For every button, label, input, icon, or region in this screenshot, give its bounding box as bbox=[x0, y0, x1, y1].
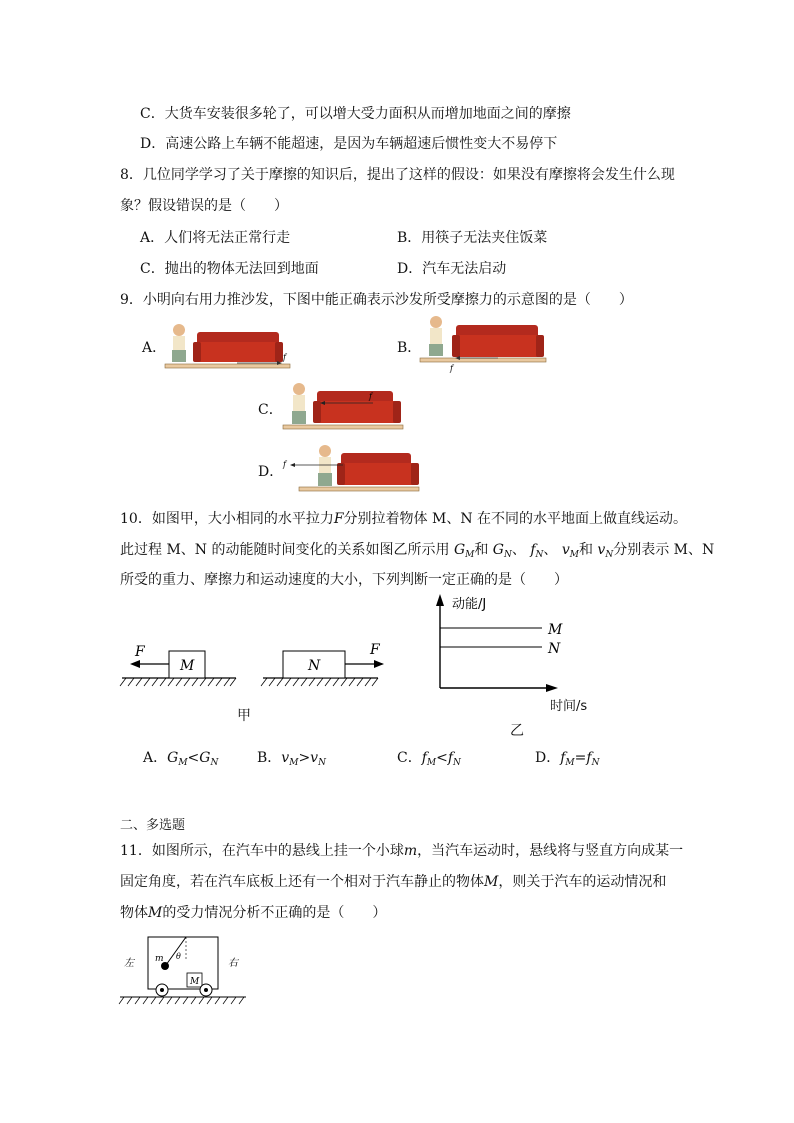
q8-stem-line2: 象？假设错误的是（ ） bbox=[120, 198, 288, 214]
q10-option-b: B．$v_M>v_N$ bbox=[257, 750, 326, 768]
left-label: 左 bbox=[124, 958, 134, 969]
q11-stem-line1: 11．如图所示，在汽车中的悬线上挂一个小球m，当汽车运动时，悬线将与竖直方向成某一 bbox=[120, 843, 684, 859]
q9-figure-d bbox=[283, 445, 421, 495]
box-m-label: M bbox=[180, 658, 195, 674]
q9-label-a: A． bbox=[142, 340, 167, 356]
boy-icon bbox=[429, 316, 443, 356]
q8-option-b: B．用筷子无法夹住饭菜 bbox=[397, 230, 548, 246]
q10-figure-yi bbox=[430, 592, 600, 694]
boy-icon bbox=[172, 324, 186, 362]
force-label-c: f bbox=[369, 392, 372, 401]
q8-option-a: A．人们将无法正常行走 bbox=[140, 230, 291, 246]
q9-label-d: D． bbox=[258, 464, 284, 480]
q9-label-c: C． bbox=[258, 402, 283, 418]
box-n-label: N bbox=[308, 658, 321, 674]
series-n-label: N bbox=[548, 641, 561, 657]
caption-yi: 乙 bbox=[510, 723, 524, 739]
force-label-d: f bbox=[283, 460, 286, 469]
boy-icon bbox=[318, 445, 332, 486]
q10-stem-line2: 此过程 M、N 的动能随时间变化的关系如图乙所示用 $G_M$和 $G_N$、 $f_N$、 $v_M$和 $v_N$分别表示 M、N bbox=[120, 542, 715, 560]
q8-stem-line1: 8．几位同学学习了关于摩擦的知识后，提出了这样的假设：如果没有摩擦将会发生什么现 bbox=[120, 167, 675, 183]
q8-option-d: D．汽车无法启动 bbox=[397, 261, 507, 277]
q9-figure-c bbox=[283, 383, 405, 433]
q9-figure-a bbox=[165, 320, 295, 372]
section-title: 二、多选题 bbox=[120, 818, 186, 833]
sofa-icon bbox=[337, 453, 419, 485]
q11-stem-line3: 物体M的受力情况分析不正确的是（ ） bbox=[120, 905, 387, 921]
q10-figure-jia bbox=[118, 630, 388, 700]
q10-option-c: C．$f_M<f_N$ bbox=[397, 750, 461, 768]
ball-label: m bbox=[155, 954, 164, 964]
q9-figure-b bbox=[420, 313, 550, 375]
series-m-label: M bbox=[548, 622, 563, 638]
sofa-icon bbox=[313, 391, 401, 423]
sofa-icon bbox=[193, 332, 283, 362]
option-c-prev: C．大货车安装很多轮了，可以增大受力面积从而增加地面之间的摩擦 bbox=[140, 106, 571, 122]
q10-option-d: D．$f_M=f_N$ bbox=[535, 750, 600, 768]
angle-label: θ bbox=[176, 952, 181, 961]
q10-option-a: A．$G_M<G_N$ bbox=[143, 750, 219, 768]
q11-figure-car bbox=[118, 935, 253, 1007]
sofa-icon bbox=[452, 325, 544, 357]
force-f-right: F bbox=[370, 642, 380, 658]
q9-label-b: B． bbox=[397, 340, 422, 356]
q8-option-c: C．抛出的物体无法回到地面 bbox=[140, 261, 319, 277]
caption-jia: 甲 bbox=[237, 708, 251, 724]
force-f-left: F bbox=[135, 644, 145, 660]
q9-stem: 9．小明向右用力推沙发，下图中能正确表示沙发所受摩擦力的示意图的是（ ） bbox=[120, 292, 633, 308]
block-m-label: M bbox=[190, 977, 200, 987]
y-axis-label: 动能/J bbox=[452, 597, 487, 612]
force-label-b: f bbox=[450, 364, 453, 373]
right-label: 右 bbox=[228, 958, 238, 969]
option-d-prev: D．高速公路上车辆不能超速，是因为车辆超速后惯性变大不易停下 bbox=[140, 136, 558, 152]
boy-icon bbox=[292, 383, 306, 424]
force-label-a: f bbox=[283, 353, 286, 362]
q10-stem-line3: 所受的重力、摩擦力和运动速度的大小，下列判断一定正确的是（ ） bbox=[120, 572, 568, 588]
x-axis-label: 时间/s bbox=[550, 699, 588, 714]
q10-stem-line1: 10．如图甲，大小相同的水平拉力F分别拉着物体 M、N 在不同的水平地面上做直线运动。 bbox=[120, 511, 688, 527]
q11-stem-line2: 固定角度，若在汽车底板上还有一个相对于汽车静止的物体M，则关于汽车的运动情况和 bbox=[120, 874, 667, 890]
